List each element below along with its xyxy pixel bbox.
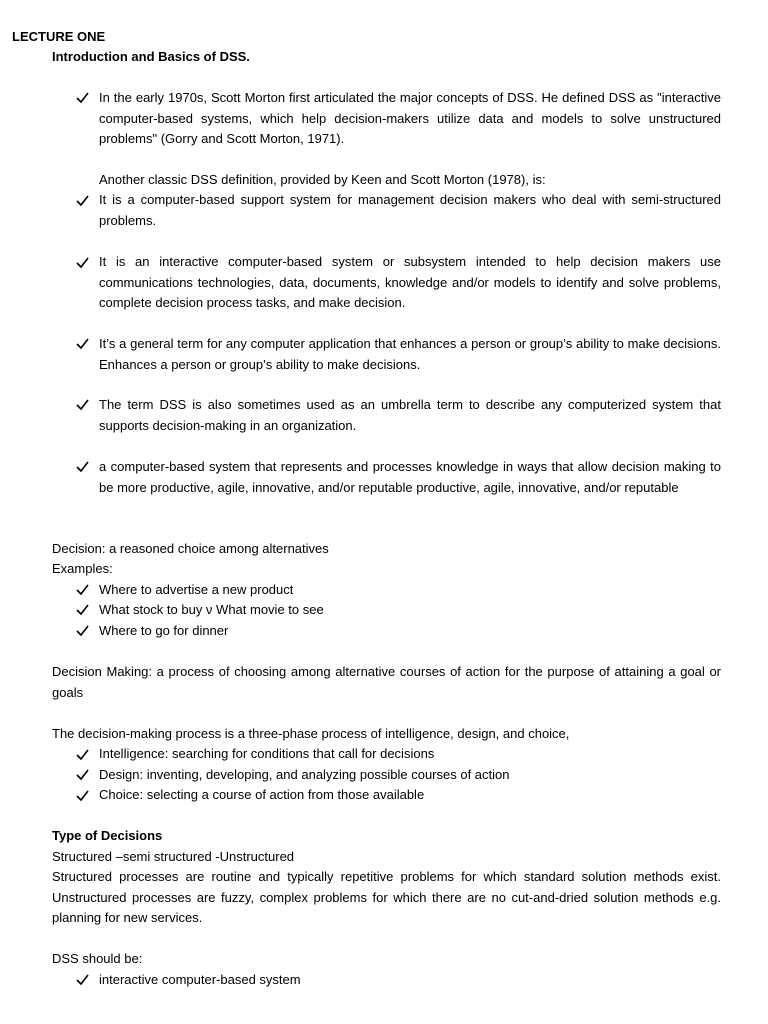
example-item: What stock to buy ν What movie to see [99, 602, 324, 617]
dss-should-item: interactive computer-based system [99, 972, 301, 987]
checkmark-icon [76, 973, 90, 987]
decision-making-definition: Decision Making: a process of choosing among alternative courses of action for the purpose of attaining a goal or goals [52, 664, 721, 700]
example-item: Where to go for dinner [99, 623, 229, 638]
phase-item: Choice: selecting a course of action from those available [99, 787, 425, 802]
phase-item: Intelligence: searching for conditions that call for decisions [99, 746, 435, 761]
definition-bullet: The term DSS is also sometimes used as an umbrella term to describe any computerized system that supports decision-making in an organization. [99, 397, 721, 433]
checkmark-icon [76, 460, 90, 474]
types-heading: Type of Decisions [52, 828, 163, 843]
checkmark-icon [76, 91, 90, 105]
checkmark-icon [76, 398, 90, 412]
classic-definition-intro: Another classic DSS definition, provided by Keen and Scott Morton (1978), is: [99, 172, 546, 187]
intro-bullet: In the early 1970s, Scott Morton first articulated the major concepts of DSS. He defined DSS as "interactive computer-based systems, which help decision-makers utilize data and models to solve unstructured problems" (Gorry and Scott Morton, 1971). [99, 90, 721, 146]
checkmark-icon [76, 768, 90, 782]
phase-item: Design: inventing, developing, and analyzing possible courses of action [99, 767, 510, 782]
definition-bullet: It is a computer-based support system for management decision makers who deal with semi-structured problems. [99, 192, 721, 228]
checkmark-icon [76, 789, 90, 803]
section-title: Introduction and Basics of DSS. [52, 49, 250, 64]
checkmark-icon [76, 603, 90, 617]
types-line: Structured –semi structured -Unstructured [52, 849, 295, 864]
example-item: Where to advertise a new product [99, 582, 294, 597]
definition-bullet: a computer-based system that represents and processes knowledge in ways that allow decision making to be more productive, agile, innovative, and/or reputable productive, agile, innovative, and/or reputable [99, 459, 721, 495]
decision-definition: Decision: a reasoned choice among alternatives [52, 541, 329, 556]
checkmark-icon [76, 748, 90, 762]
checkmark-icon [76, 256, 90, 270]
dss-should-label: DSS should be: [52, 951, 143, 966]
examples-label: Examples: [52, 561, 113, 576]
checkmark-icon [76, 583, 90, 597]
definition-bullet: It’s a general term for any computer application that enhances a person or group’s ability to make decisions. Enhances a person or group’s ability to make decisions. [99, 336, 721, 372]
checkmark-icon [76, 194, 90, 208]
definition-bullet: It is an interactive computer-based system or subsystem intended to help decision makers use communications technologies, data, documents, knowledge and/or models to identify and solve problems, complete decision process tasks, and make decision. [99, 254, 721, 310]
process-intro: The decision-making process is a three-phase process of intelligence, design, and choice, [52, 726, 570, 741]
checkmark-icon [76, 337, 90, 351]
checkmark-icon [76, 624, 90, 638]
lecture-title: LECTURE ONE [12, 29, 106, 44]
types-paragraph: Structured processes are routine and typically repetitive problems for which standard solution methods exist. Unstructured processes are fuzzy, complex problems for which there are no cut-and-dried solution methods e.g. planning for new services. [52, 869, 721, 925]
